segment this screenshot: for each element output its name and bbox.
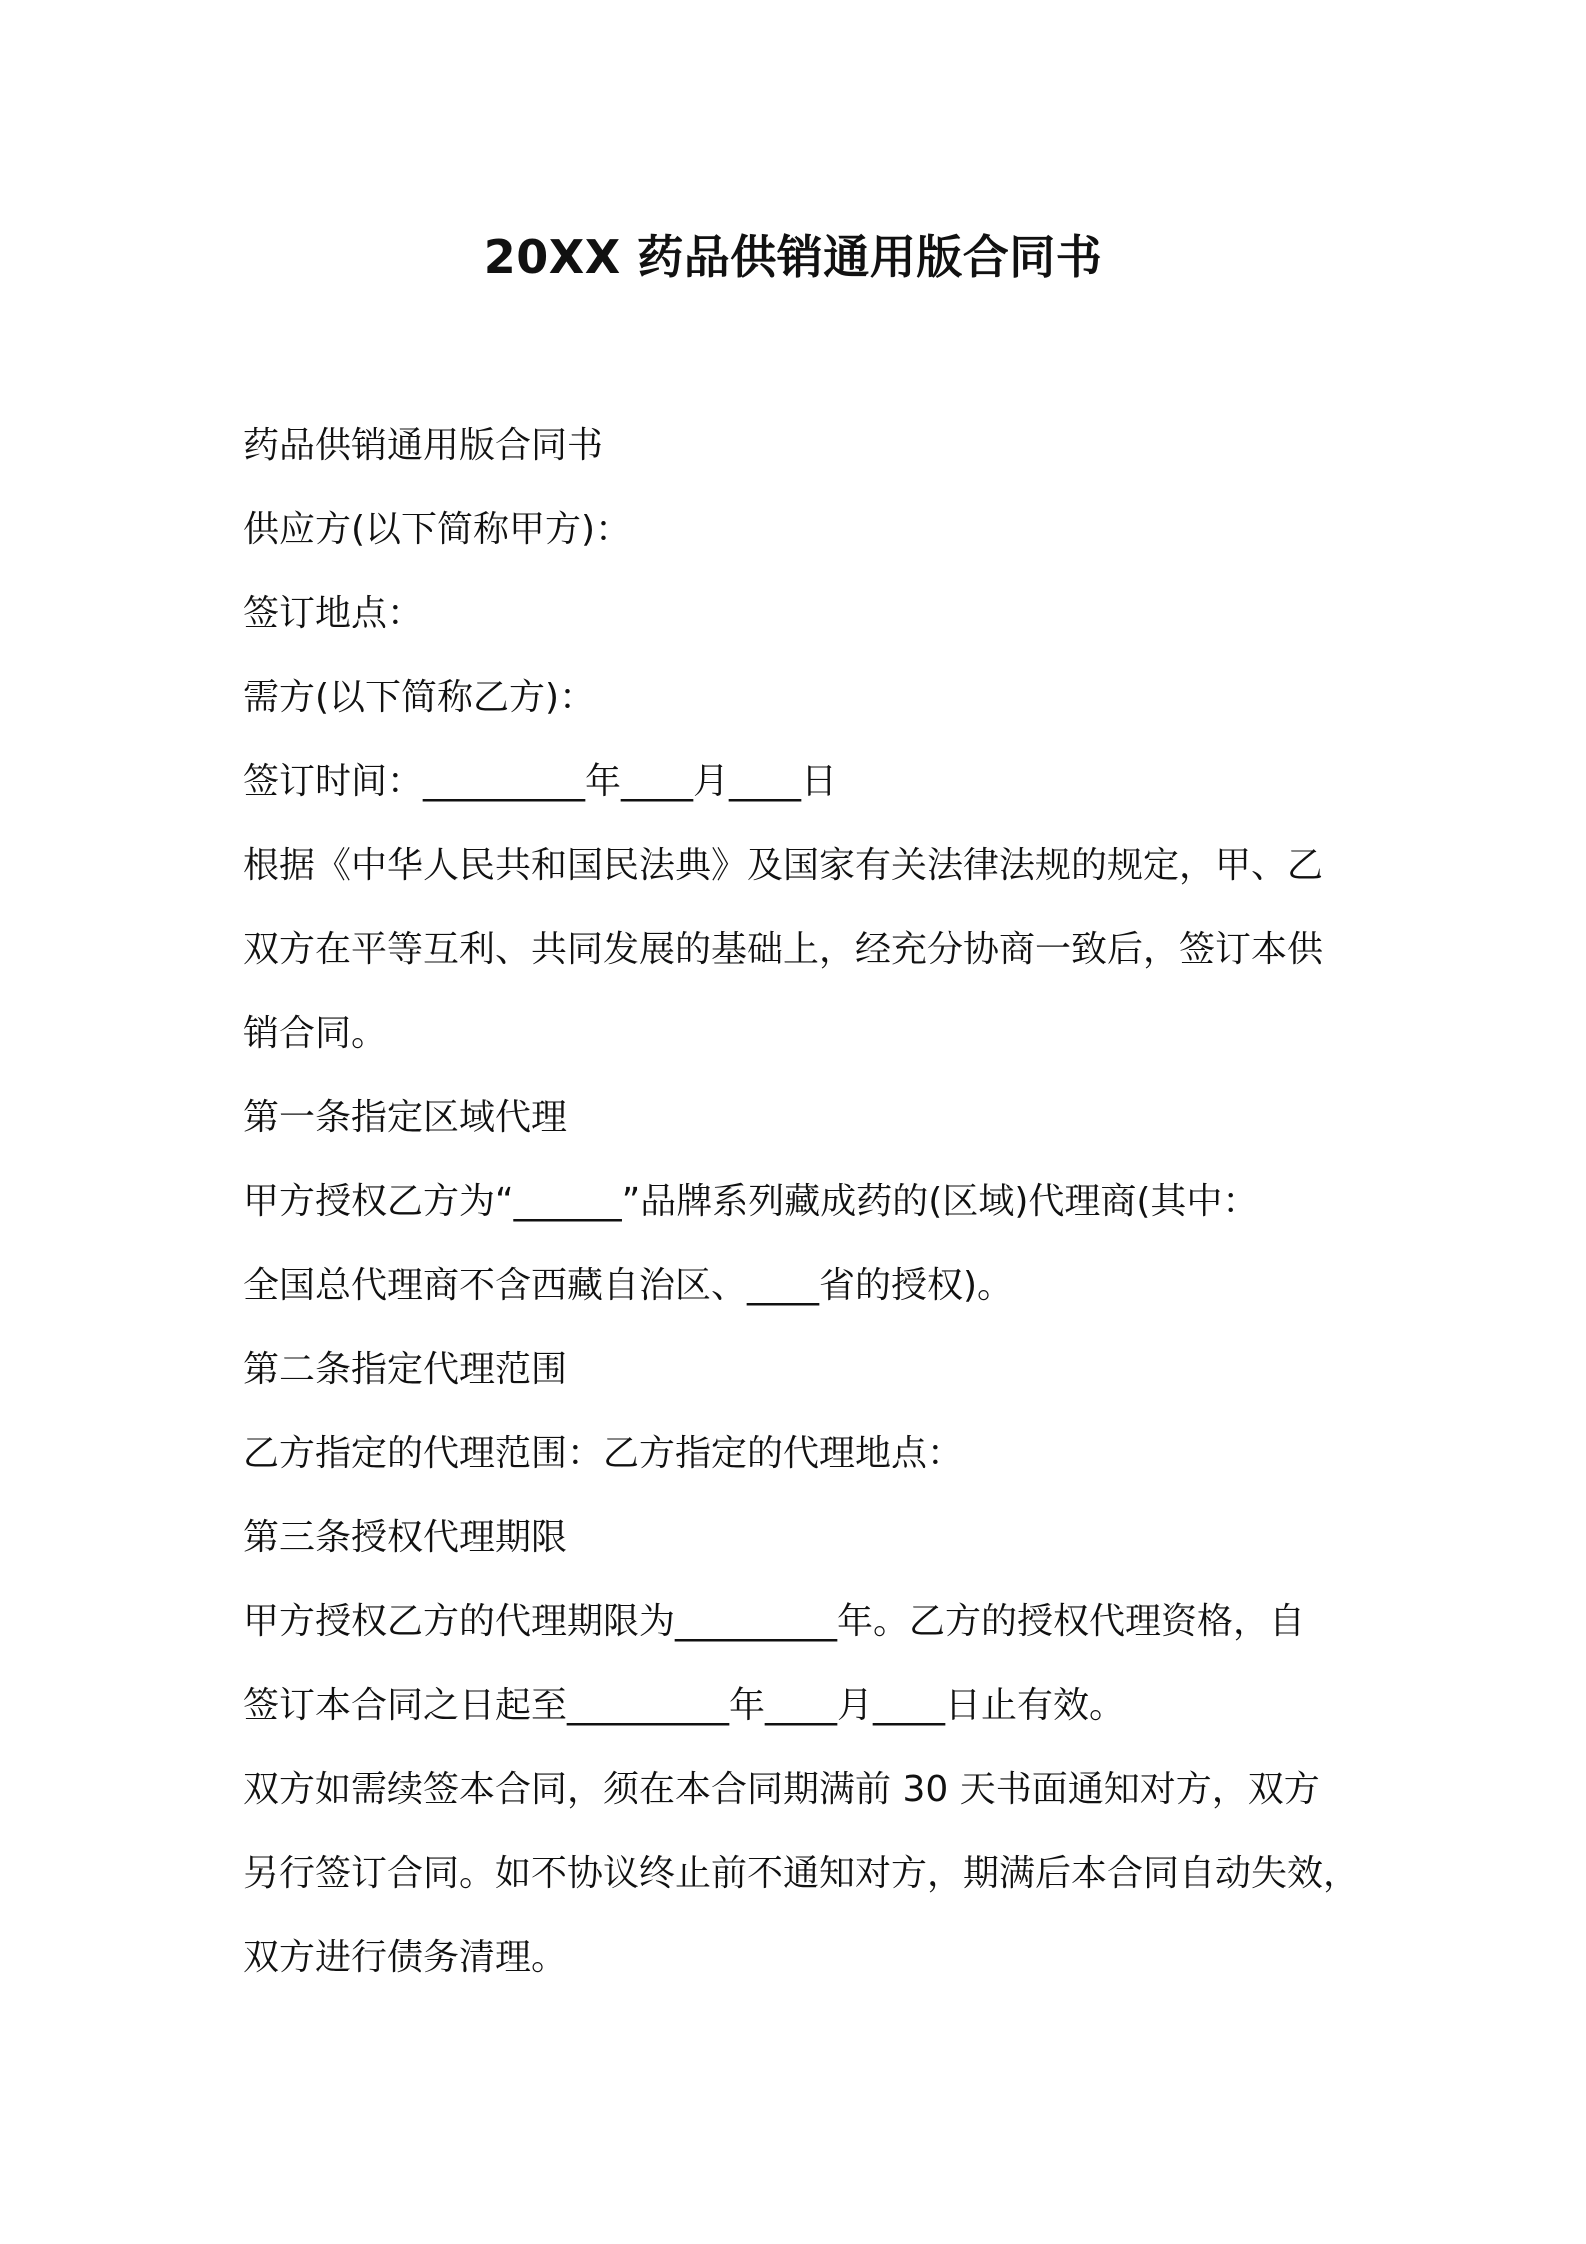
- renewal-line-3: 双方进行债务清理。: [243, 1937, 568, 1978]
- renewal-line-1: 双方如需续签本合同，须在本合同期满前 30 天书面通知对方，双方: [243, 1769, 1320, 1810]
- renewal-line-2: 另行签订合同。如不协议终止前不通知对方，期满后本合同自动失效，: [243, 1853, 1360, 1894]
- article-1-line-2: 全国总代理商不含西藏自治区、____省的授权)。: [243, 1265, 1014, 1306]
- document-body: [243, 404, 1363, 2000]
- article-3-heading: 第三条授权代理期限: [243, 1517, 568, 1558]
- preamble-line-2: 双方在平等互利、共同发展的基础上，经充分协商一致后，签订本供: [243, 929, 1324, 970]
- buyer-field: 需方(以下简称乙方)：: [243, 677, 596, 718]
- article-1-line-1: 甲方授权乙方为“______”品牌系列藏成药的(区域)代理商(其中：: [243, 1181, 1259, 1222]
- article-2-line-1: 乙方指定的代理范围：乙方指定的代理地点：: [243, 1433, 964, 1474]
- preamble-line-3: 销合同。: [243, 1013, 388, 1054]
- article-3-line-2: 签订本合同之日起至_________年____月____日止有效。: [243, 1685, 1126, 1726]
- article-1-heading: 第一条指定区域代理: [243, 1097, 568, 1138]
- signing-date-field: 签订时间：_________年____月____日: [243, 761, 838, 802]
- subtitle-line: 药品供销通用版合同书: [243, 425, 604, 466]
- article-3-line-1: 甲方授权乙方的代理期限为_________年。乙方的授权代理资格，自: [243, 1601, 1306, 1642]
- article-2-heading: 第二条指定代理范围: [243, 1349, 568, 1390]
- document-title: 20XX 药品供销通用版合同书: [483, 230, 1103, 284]
- supplier-field: 供应方(以下简称甲方)：: [243, 509, 632, 550]
- preamble-line-1: 根据《中华人民共和国民法典》及国家有关法律法规的规定，甲、乙: [243, 845, 1324, 886]
- signing-place-field: 签订地点：: [243, 593, 424, 634]
